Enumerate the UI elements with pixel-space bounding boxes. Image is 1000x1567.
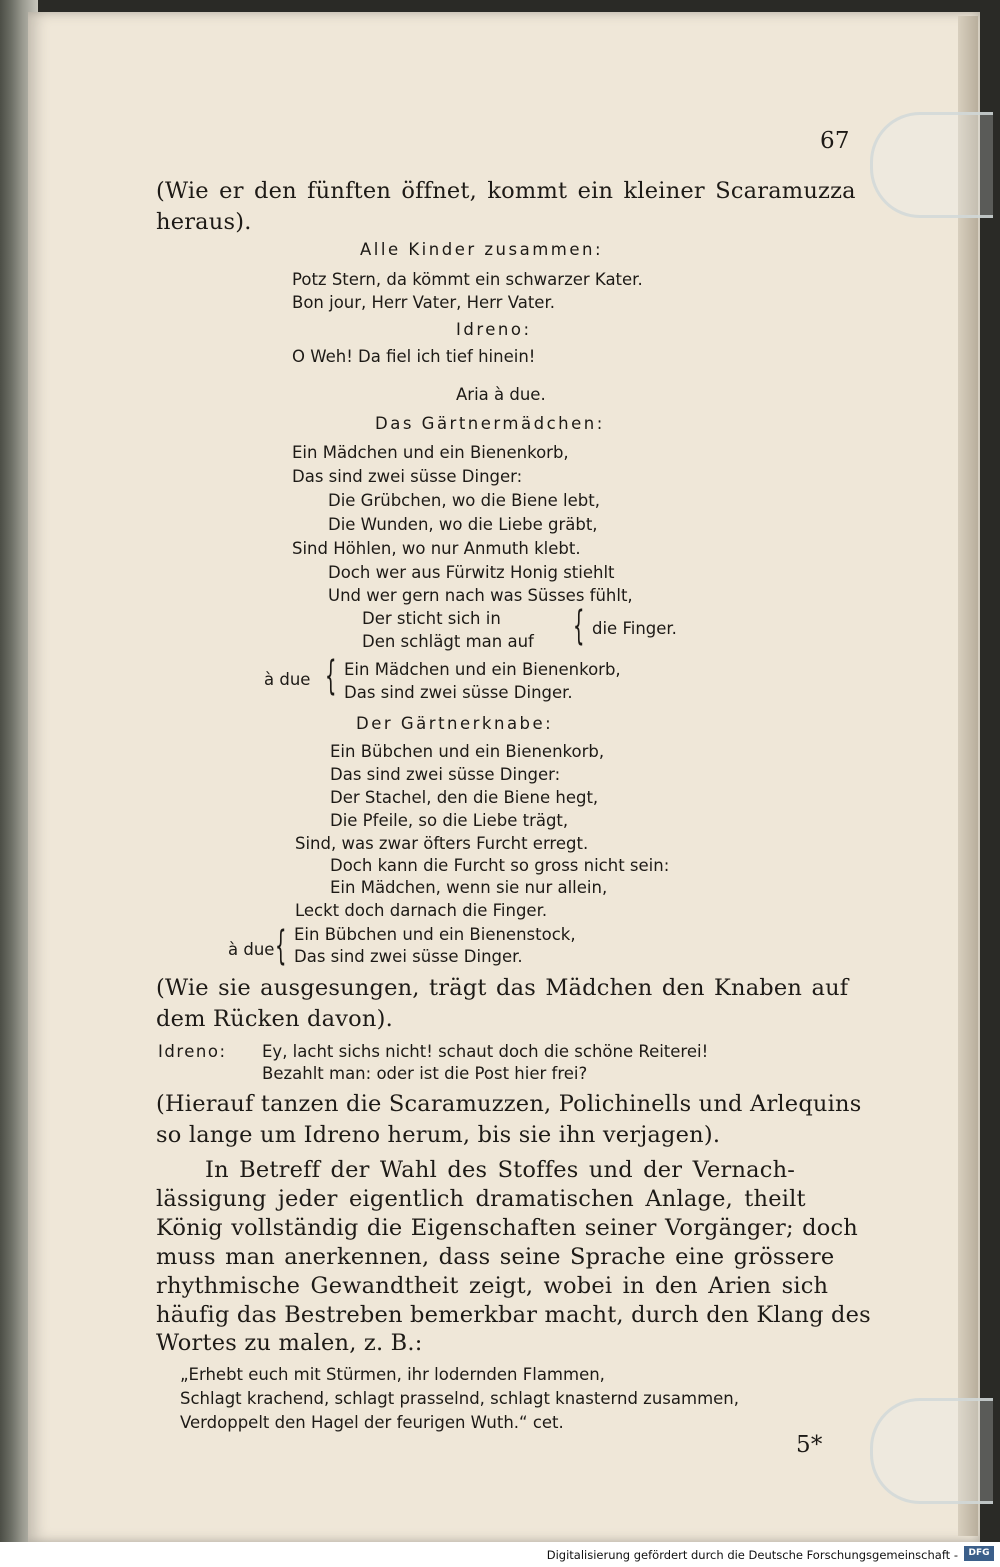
- verse-line: Das sind zwei süsse Dinger:: [292, 467, 523, 486]
- speaker-idreno: Idreno:: [456, 320, 532, 339]
- verse-line: O Weh! Da fiel ich tief hinein!: [292, 347, 536, 366]
- intro-line-1: (Wie er den fünften öffnet, kommt ein kleiner Scaramuzza: [156, 178, 856, 204]
- intro-line-2: heraus).: [156, 209, 252, 235]
- verse-line: Leckt doch darnach die Finger.: [295, 901, 548, 920]
- idreno-label: Idreno:: [158, 1042, 227, 1061]
- signature-mark: 5*: [796, 1432, 823, 1458]
- footer-bar: [0, 1542, 1000, 1567]
- footer-credit: Digitalisierung gefördert durch die Deutsche Forschungsgemeinschaft -: [546, 1548, 958, 1562]
- brace: {: [274, 923, 287, 969]
- paragraph-line: Wortes zu malen, z. B.:: [156, 1330, 423, 1356]
- verse-line: Potz Stern, da kömmt ein schwarzer Kater.: [292, 270, 643, 289]
- verse-line: Die Wunden, wo die Liebe gräbt,: [328, 515, 598, 534]
- page-number: 67: [820, 128, 850, 154]
- verse-line: Das sind zwei süsse Dinger.: [344, 683, 573, 702]
- stage-direction-line: dem Rücken davon).: [156, 1006, 393, 1032]
- quote-line: Schlagt krachend, schlagt prasselnd, schlagt knasternd zusammen,: [180, 1389, 740, 1408]
- verse-line: Doch wer aus Fürwitz Honig stiehlt: [328, 563, 615, 582]
- quote-line: „Erhebt euch mit Stürmen, ihr lodernden Flammen,: [180, 1365, 605, 1384]
- aria-title: Aria à due.: [456, 385, 546, 404]
- verse-line: Bezahlt man: oder ist die Post hier frei?: [262, 1064, 588, 1083]
- verse-line: Die Pfeile, so die Liebe trägt,: [330, 811, 569, 830]
- dfg-logo: DFG: [964, 1546, 994, 1561]
- speaker-all-children: Alle Kinder zusammen:: [360, 240, 604, 259]
- verse-line: Ein Bübchen und ein Bienenstock,: [294, 925, 576, 944]
- verse-line: Den schlägt man auf: [362, 632, 534, 651]
- verse-line: Ein Mädchen, wenn sie nur allein,: [330, 878, 608, 897]
- verse-line: Und wer gern nach was Süsses fühlt,: [328, 586, 633, 605]
- a-due-label: à due: [264, 670, 311, 689]
- verse-line: Sind Höhlen, wo nur Anmuth klebt.: [292, 539, 581, 558]
- a-due-label: à due: [228, 940, 275, 959]
- page-clip-top: [870, 112, 993, 218]
- speaker-knabe: Der Gärtnerknabe:: [356, 714, 554, 733]
- stage-direction-line: (Hierauf tanzen die Scaramuzzen, Polichinells und Arlequins: [156, 1091, 862, 1117]
- page-right-edge: [958, 16, 978, 1536]
- verse-line: Sind, was zwar öfters Furcht erregt.: [295, 834, 589, 853]
- verse-line: Die Grübchen, wo die Biene lebt,: [328, 491, 600, 510]
- paragraph-line: muss man anerkennen, dass seine Sprache eine grössere: [156, 1244, 835, 1270]
- paragraph-line: lässigung jeder eigentlich dramatischen Anlage, theilt: [156, 1186, 806, 1212]
- verse-line: Das sind zwei süsse Dinger:: [330, 765, 561, 784]
- verse-line: Der sticht sich in: [362, 609, 501, 628]
- paragraph-line: König vollständig die Eigenschaften seiner Vorgänger; doch: [156, 1215, 858, 1241]
- stage-direction-line: so lange um Idreno herum, bis sie ihn verjagen).: [156, 1122, 721, 1148]
- stage-direction-line: (Wie sie ausgesungen, trägt das Mädchen den Knaben auf: [156, 975, 849, 1001]
- paragraph-line: rhythmische Gewandtheit zeigt, wobei in den Arien sich: [156, 1273, 829, 1299]
- quote-line: Verdoppelt den Hagel der feurigen Wuth.“ cet.: [180, 1413, 564, 1432]
- verse-line: Das sind zwei süsse Dinger.: [294, 947, 523, 966]
- paragraph-line: häufig das Bestreben bemerkbar macht, durch den Klang des: [156, 1302, 871, 1328]
- brace: {: [572, 603, 585, 649]
- verse-line: Ein Bübchen und ein Bienenkorb,: [330, 742, 605, 761]
- verse-line: Ey, lacht sichs nicht! schaut doch die schöne Reiterei!: [262, 1042, 709, 1061]
- verse-line: Doch kann die Furcht so gross nicht sein:: [330, 856, 670, 875]
- verse-line: die Finger.: [592, 619, 677, 638]
- verse-line: Der Stachel, den die Biene hegt,: [330, 788, 599, 807]
- page-clip-bottom: [870, 1398, 993, 1504]
- verse-line: Ein Mädchen und ein Bienenkorb,: [292, 443, 569, 462]
- brace: {: [324, 653, 337, 699]
- verse-line: Bon jour, Herr Vater, Herr Vater.: [292, 293, 555, 312]
- paragraph-line: In Betreff der Wahl des Stoffes und der Vernach-: [205, 1157, 796, 1183]
- speaker-maedchen: Das Gärtnermädchen:: [375, 414, 605, 433]
- verse-line: Ein Mädchen und ein Bienenkorb,: [344, 660, 621, 679]
